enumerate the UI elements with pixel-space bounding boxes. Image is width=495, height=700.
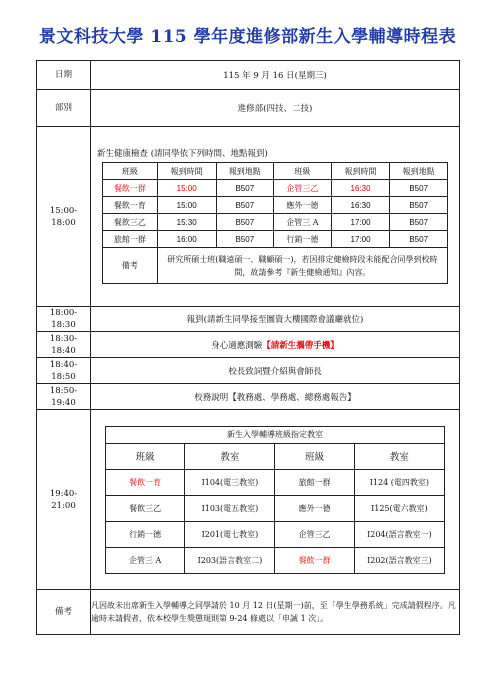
schedule-activity xyxy=(91,358,460,384)
classroom-header-class-1: 班級 xyxy=(106,443,185,469)
health-header-place-1: 報到地點 xyxy=(216,163,274,180)
classroom-room-1: I203(語言教室二) xyxy=(185,547,275,573)
health-note-row xyxy=(103,248,448,284)
health-header-place-2: 報到地點 xyxy=(390,163,448,180)
health-header-class-2: 班級 xyxy=(274,163,332,180)
classroom-header-row xyxy=(106,443,445,469)
classroom-room-2: I124 (電四教室) xyxy=(354,469,444,495)
classroom-class-1: 餐飲三乙 xyxy=(106,495,185,521)
classroom-class-2: 企管三乙 xyxy=(275,521,354,547)
health-row xyxy=(103,197,448,214)
health-check-cell xyxy=(91,127,460,307)
health-place-2: B507 xyxy=(390,180,448,197)
schedule-activity-highlight: 【請新生攜帶手機】 xyxy=(262,340,339,351)
schedule-row xyxy=(37,384,460,410)
classroom-cell xyxy=(91,410,460,590)
health-class-1: 餐飲一育 xyxy=(103,197,158,214)
classroom-class-2: 應外一德 xyxy=(275,495,354,521)
health-class-1: 旅館一群 xyxy=(103,231,158,248)
health-place-2: B507 xyxy=(390,214,448,231)
health-header-class-1: 班級 xyxy=(103,163,158,180)
schedule-time xyxy=(37,332,91,358)
classroom-header-class-2: 班級 xyxy=(275,443,354,469)
schedule-time-start: 18:00- xyxy=(49,308,78,318)
health-check-table xyxy=(102,162,448,284)
schedule-row xyxy=(37,358,460,384)
health-time-2: 16:30 xyxy=(331,180,390,197)
health-row xyxy=(103,231,448,248)
health-time-1: 15:00 xyxy=(157,197,216,214)
schedule-time-end: 18:50 xyxy=(51,371,76,382)
health-time-end: 18:00 xyxy=(51,217,76,228)
health-row xyxy=(103,180,448,197)
schedule-row xyxy=(37,307,460,332)
health-row xyxy=(103,214,448,231)
date-row xyxy=(37,61,460,90)
dept-value: 進修部(四技、二技) xyxy=(91,90,460,127)
health-class-1: 餐飲一群 xyxy=(103,180,158,197)
schedule-row xyxy=(37,332,460,358)
classroom-class-1: 餐飲一育 xyxy=(106,469,185,495)
schedule-time-end: 18:40 xyxy=(51,345,76,356)
health-time-1: 15:30 xyxy=(157,214,216,231)
classroom-title-row xyxy=(106,426,445,443)
health-time-start: 15:00- xyxy=(49,205,78,216)
classroom-room-1: I104(電三教室) xyxy=(185,469,275,495)
health-class-2: 應外一德 xyxy=(274,197,332,214)
health-class-2: 企管三 A xyxy=(274,214,332,231)
date-label: 日期 xyxy=(37,61,91,90)
schedule-time-start: 18:30- xyxy=(49,333,78,344)
schedule-table xyxy=(36,60,460,635)
health-header-row xyxy=(103,163,448,180)
classroom-room-2: I125(電六教室) xyxy=(354,495,444,521)
dept-row xyxy=(37,90,460,127)
health-class-1: 餐飲三乙 xyxy=(103,214,158,231)
classroom-room-1: I201(電七教室) xyxy=(185,521,275,547)
schedule-activity-text: 校長致詞暨介紹與會師長 xyxy=(228,366,322,377)
classroom-data-row xyxy=(106,495,445,521)
schedule-time xyxy=(37,384,91,410)
health-place-1: B507 xyxy=(216,180,274,197)
health-class-2: 行銷一德 xyxy=(274,231,332,248)
classroom-data-row xyxy=(106,547,445,573)
classroom-data-row xyxy=(106,521,445,547)
classroom-time-start: 19:40- xyxy=(49,488,78,499)
classroom-class-1: 行銷一德 xyxy=(106,521,185,547)
health-time-1: 16:00 xyxy=(157,231,216,248)
classroom-class-1: 企管三 A xyxy=(106,547,185,573)
date-value: 115 年 9 月 16 日(星期三) xyxy=(91,61,460,90)
schedule-activity-text: 身心適應測驗 xyxy=(211,340,263,351)
health-place-1: B507 xyxy=(216,214,274,231)
classroom-table-title: 新生入學輔導班級指定教室 xyxy=(106,426,445,443)
schedule-time-start: 18:40- xyxy=(49,359,78,370)
classroom-time-end: 21:00 xyxy=(51,500,76,511)
health-header-time-1: 報到時間 xyxy=(157,163,216,180)
health-place-2: B507 xyxy=(390,231,448,248)
classroom-class-2: 餐飲一群 xyxy=(275,547,354,573)
classroom-data-row xyxy=(106,469,445,495)
schedule-activity xyxy=(91,307,460,332)
schedule-activity xyxy=(91,384,460,410)
health-check-title: 新生健康檢查 (請同學依下列時間、地點報到) xyxy=(97,149,268,159)
health-note-text: 研究所碩士班(職遠碩一、職顧碩一)，若因排定健檢時段未能配合同學到校時間，故請參考『新生健檢通知』內容。 xyxy=(157,248,447,284)
classroom-room-1: I103(電五教室) xyxy=(185,495,275,521)
health-check-row xyxy=(37,127,460,307)
schedule-time-end: 19:40 xyxy=(51,397,76,408)
classroom-class-2: 旅館一群 xyxy=(275,469,354,495)
health-header-time-2: 報到時間 xyxy=(331,163,390,180)
classroom-room-2: I204(語言教室一) xyxy=(354,521,444,547)
schedule-activity-text: 報到(請新生同學接至圖資大樓國際會議廳就位) xyxy=(186,315,364,325)
schedule-time xyxy=(37,307,91,332)
remarks-row xyxy=(37,590,460,635)
health-note-label: 備考 xyxy=(103,248,158,284)
classroom-row xyxy=(37,410,460,590)
schedule-activity xyxy=(91,332,460,358)
health-time-1: 15:00 xyxy=(157,180,216,197)
classroom-header-room-2: 教室 xyxy=(354,443,444,469)
health-place-1: B507 xyxy=(216,231,274,248)
page-title: 景文科技大學 115 學年度進修部新生入學輔導時程表 xyxy=(38,27,457,47)
health-class-2: 企管三乙 xyxy=(274,180,332,197)
remarks-label: 備考 xyxy=(37,590,91,635)
health-time-2: 17:00 xyxy=(331,214,390,231)
schedule-time-start: 18:50- xyxy=(49,385,78,396)
remarks-text: 凡因故未出席新生入學輔導之同學請於 10 月 12 日(星期一)前，至「學生學務系統」完成請假程序。凡逾時未請假者，依本校學生獎懲規則第 9-24 條處以「申誡 1 次」。 xyxy=(91,590,460,635)
classroom-header-room-1: 教室 xyxy=(185,443,275,469)
classroom-time xyxy=(37,410,91,590)
schedule-time xyxy=(37,358,91,384)
health-place-2: B507 xyxy=(390,197,448,214)
classroom-room-2: I202(語言教室三) xyxy=(354,547,444,573)
classroom-table xyxy=(105,426,445,574)
health-time-2: 17:00 xyxy=(331,231,390,248)
health-time-2: 16:30 xyxy=(331,197,390,214)
health-place-1: B507 xyxy=(216,197,274,214)
schedule-time-end: 18:30 xyxy=(51,320,76,330)
schedule-activity-text: 校務說明【教務處、學務處、總務處報告】 xyxy=(194,392,356,403)
health-time xyxy=(37,127,91,307)
dept-label: 部別 xyxy=(37,90,91,127)
